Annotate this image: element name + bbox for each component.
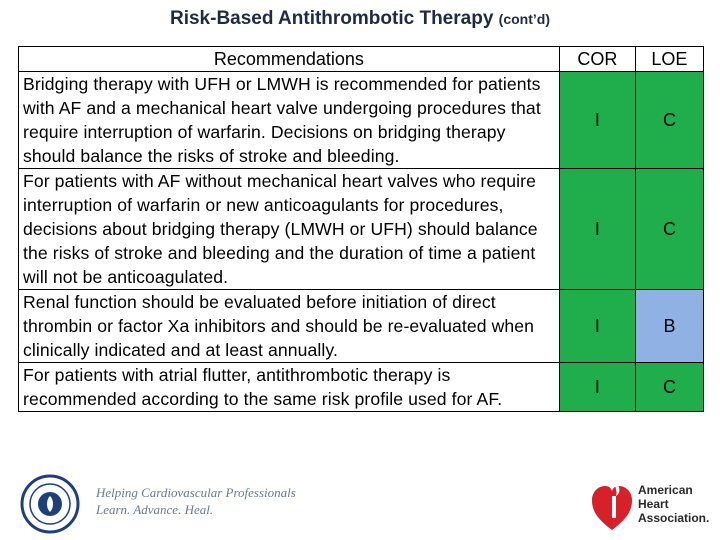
cor-cell: I (559, 363, 635, 412)
recommendation-text: For patients with AF without mechanical heart valves who require interruption of warfarin or new anticoagulants for procedures, decisions about bridging therapy (LMWH or UFH) should balance the risks of stroke and bleeding and the duration of time a patient will not be anticoagulated. (19, 169, 560, 290)
slide-title-main: Risk-Based Antithrombotic Therapy (169, 8, 494, 29)
slide-title (0, 8, 720, 30)
table-row (19, 72, 704, 169)
header-loe: LOE (635, 47, 703, 72)
slide-title-suffix: (cont’d) (498, 11, 550, 27)
table-row (19, 290, 704, 363)
recommendation-text: For patients with atrial flutter, antithrombotic therapy is recommended according to the same risk profile used for AF. (19, 363, 560, 412)
aha-wordmark (638, 483, 709, 525)
aha-heart-torch-icon (590, 478, 634, 534)
loe-cell: C (635, 363, 703, 412)
recommendations-table (18, 46, 704, 412)
cor-cell: I (559, 169, 635, 290)
table-row (19, 363, 704, 412)
aha-line1: American (638, 483, 693, 497)
loe-cell: B (635, 290, 703, 363)
acc-tagline (96, 484, 296, 518)
table-header-row (19, 47, 704, 72)
acc-tagline-line2: Learn. Advance. Heal. (96, 502, 214, 517)
header-recommendations: Recommendations (19, 47, 560, 72)
cor-cell: I (559, 290, 635, 363)
cor-cell: I (559, 72, 635, 169)
header-cor: COR (559, 47, 635, 72)
acc-seal-icon (20, 474, 80, 534)
loe-cell: C (635, 72, 703, 169)
aha-line3: Association. (638, 511, 710, 525)
recommendation-text: Bridging therapy with UFH or LMWH is recommended for patients with AF and a mechanical heart valve undergoing procedures that require interruption of warfarin. Decisions on bridging therapy should balance the risks of stroke and bleeding. (19, 72, 560, 169)
acc-tagline-line1: Helping Cardiovascular Professionals (96, 485, 296, 500)
aha-line2: Heart (638, 497, 669, 511)
table-row (19, 169, 704, 290)
loe-cell: C (635, 169, 703, 290)
recommendation-text: Renal function should be evaluated before initiation of direct thrombin or factor Xa inhibitors and should be re-evaluated when clinically indicated and at least annually. (19, 290, 560, 363)
